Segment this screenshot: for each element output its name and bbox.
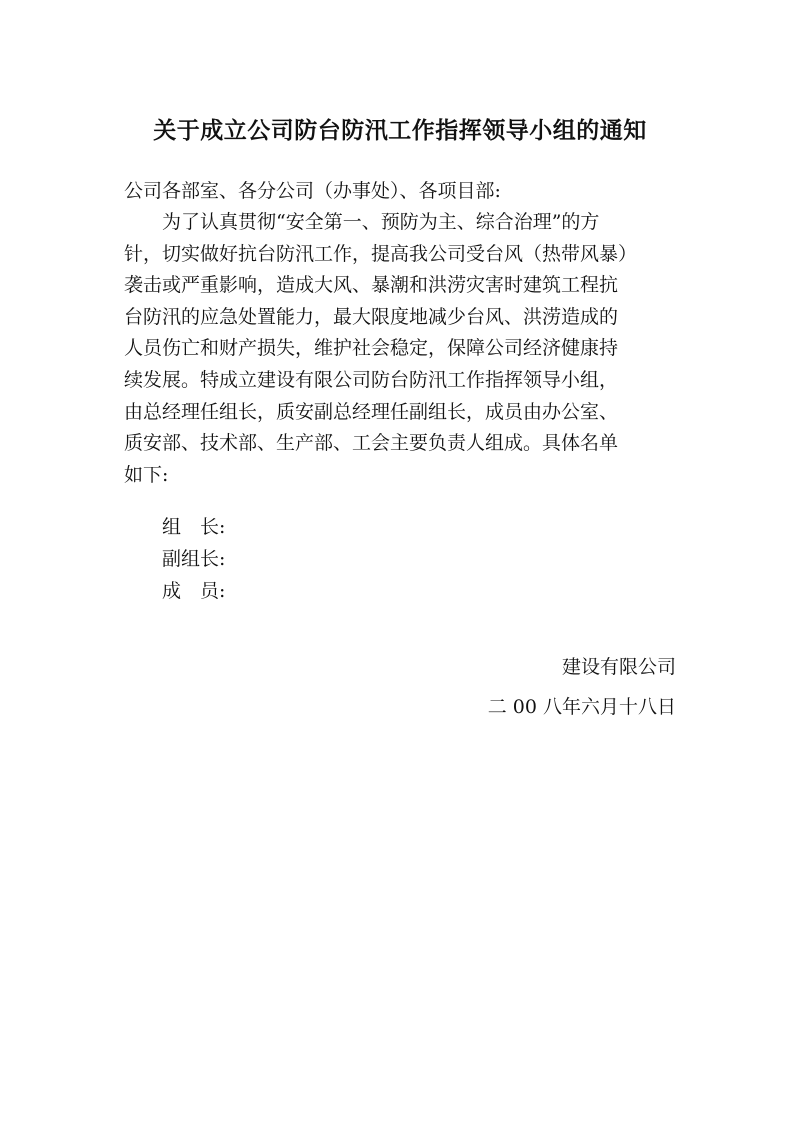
role-leader: 组 长: <box>162 516 226 538</box>
signature-date: 二 00 八年六月十八日 <box>487 696 676 718</box>
body-line: 由总经理任组长，质安副总经理任副组长，成员由办公室、 <box>124 400 619 423</box>
body-line: 为了认真贯彻“安全第一、预防为主、综合治理”的方 <box>162 211 600 233</box>
body-line: 质安部、技术部、生产部、工会主要负责人组成。具体名单 <box>124 432 619 455</box>
body-line: 如下: <box>124 463 169 486</box>
role-deputy-leader: 副组长: <box>162 548 226 570</box>
body-line: 袭击或严重影响，造成大风、暴潮和洪涝灾害时建筑工程抗 <box>124 274 619 297</box>
body-paragraph <box>124 207 684 491</box>
role-list <box>162 511 225 607</box>
document-title: 关于成立公司防台防汛工作指挥领导小组的通知 <box>153 117 647 144</box>
body-line: 针，切实做好抗台防汛工作，提高我公司受台风（热带风暴） <box>124 242 638 265</box>
body-line: 人员伤亡和财产损失，维护社会稳定，保障公司经济健康持 <box>124 337 619 360</box>
salutation: 公司各部室、各分公司（办事处）、各项目部: <box>124 180 501 202</box>
signature-block <box>488 647 676 727</box>
signature-company: 建设有限公司 <box>561 656 676 678</box>
body-line: 台防汛的应急处置能力，最大限度地减少台风、洪涝造成的 <box>124 305 619 328</box>
body-line: 续发展。特成立建设有限公司防台防汛工作指挥领导小组， <box>124 368 619 391</box>
role-members: 成 员: <box>162 580 226 602</box>
